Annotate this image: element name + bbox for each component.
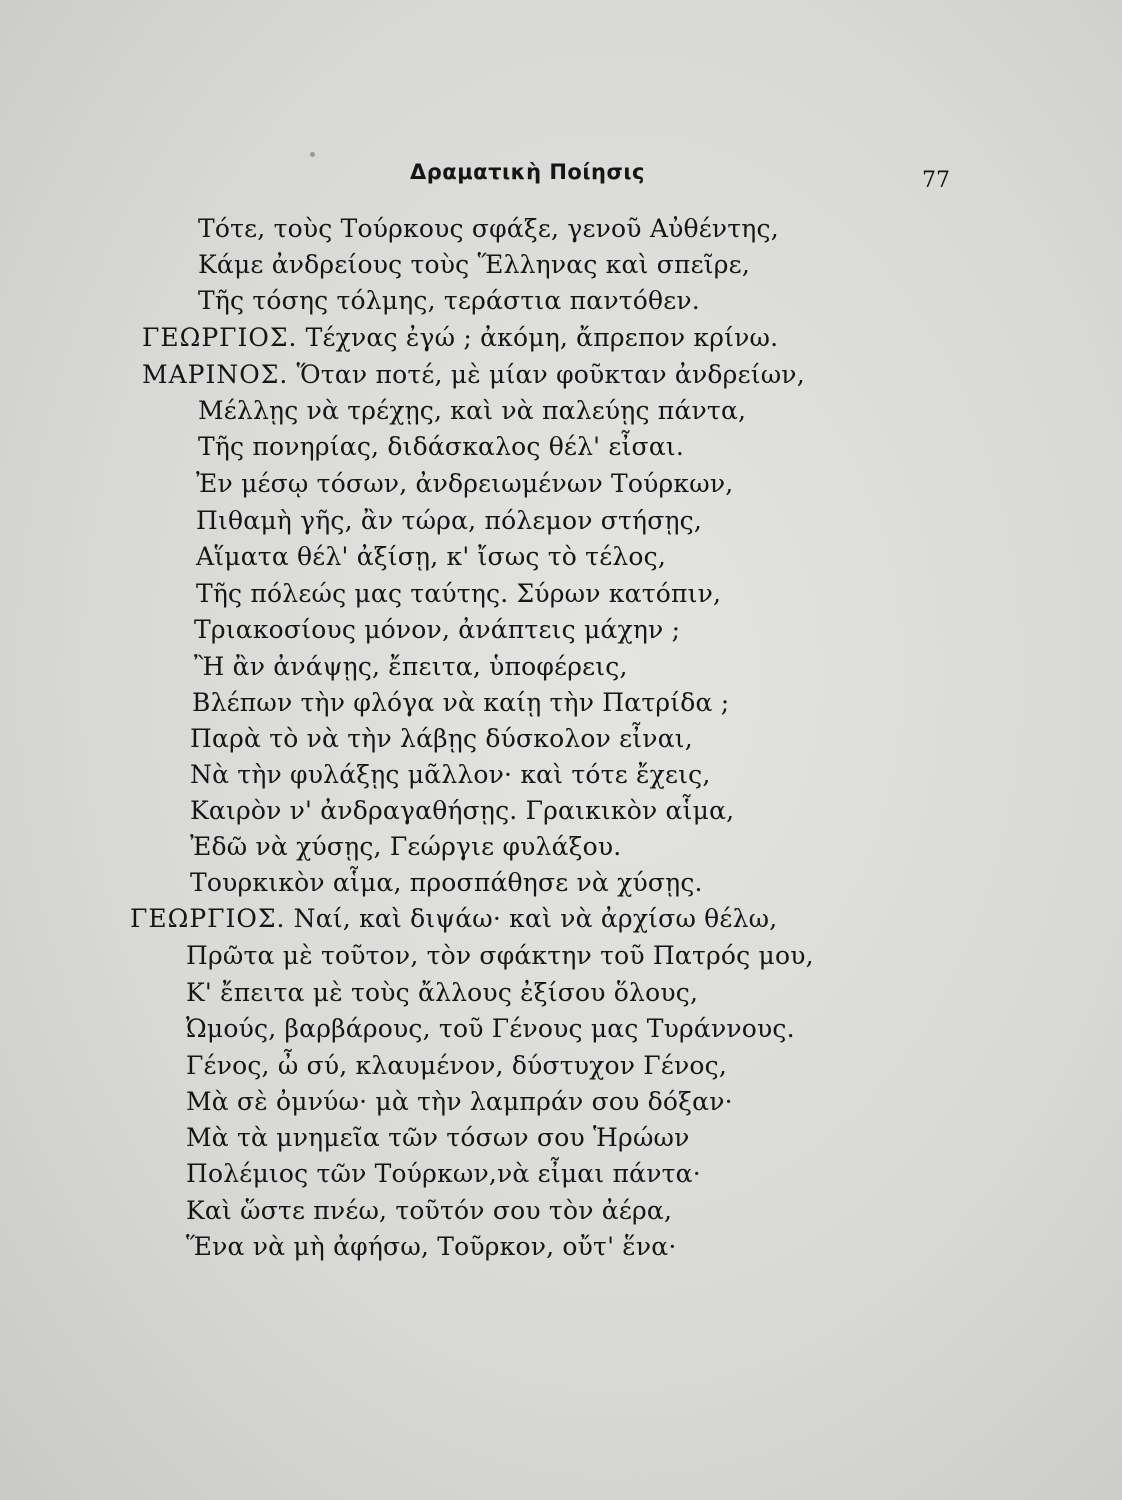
line-text: Ἕνα νὰ μὴ ἀφήσω, Τοῦρκον, οὔτ' ἕνα· — [186, 1232, 677, 1261]
line-text: Ναί, καὶ διψάω· καὶ νὰ ἀρχίσω θέλω, — [293, 904, 778, 933]
verse-line — [186, 1051, 727, 1081]
verse-line — [196, 542, 666, 572]
verse-line — [198, 250, 750, 280]
verse-line — [190, 796, 734, 826]
line-text: Αἵματα θέλ' ἀξίσῃ, κ' ἴσως τὸ τέλος, — [196, 542, 667, 571]
line-text: Κάμε ἀνδρείους τοὺς Ἕλληνας καὶ σπεῖρε, — [198, 250, 750, 279]
line-text: Μὰ σὲ ὀμνύω· μὰ τὴν λαμπράν σου δόξαν· — [186, 1087, 733, 1116]
line-text: Καιρὸν ν' ἀνδραγαθήσῃς. Γραικικὸν αἷμα, — [190, 796, 735, 825]
verse-line — [186, 941, 814, 971]
line-text: Τότε, τοὺς Τούρκους σφάξε, γενοῦ Αὐθέντης, — [198, 214, 779, 243]
verse-line — [186, 1087, 733, 1117]
line-text: Βλέπων τὴν φλόγα νὰ καίῃ τὴν Πατρίδα ; — [192, 688, 730, 717]
line-text: Πολέμιος τῶν Τούρκων,νὰ εἶμαι πάντα· — [186, 1159, 701, 1188]
verse-line — [190, 760, 710, 790]
speaker-name: ΓΕΩΡΓΙΟΣ. — [130, 904, 286, 933]
line-text: Ἢ ἂν ἀνάψῃς, ἔπειτα, ὑποφέρεις, — [194, 652, 628, 681]
line-text: Τῆς πόλεώς μας ταύτης. Σύρων κατόπιν, — [196, 579, 722, 608]
line-text: Ἐδῶ νὰ χύσῃς, Γεώργιε φυλάξου. — [190, 832, 622, 861]
line-text: Ὠμούς, βαρβάρους, τοῦ Γένους μας Τυράννους. — [186, 1014, 795, 1043]
verse-line — [142, 360, 805, 390]
running-head: Δραματικὴ Ποίησις — [410, 160, 645, 184]
line-text: Νὰ τὴν φυλάξῃς μᾶλλον· καὶ τότε ἔχεις, — [190, 760, 711, 789]
verse-line — [186, 978, 698, 1008]
paper-speck — [310, 152, 315, 157]
line-text: Μὰ τὰ μνημεῖα τῶν τόσων σου Ἡρώων — [186, 1123, 690, 1152]
line-text: Ὅταν ποτέ, μὲ μίαν φοῦκταν ἀνδρείων, — [296, 360, 805, 389]
line-text: Μέλλῃς νὰ τρέχῃς, καὶ νὰ παλεύῃς πάντα, — [198, 396, 747, 425]
speaker-name: ΓΕΩΡΓΙΟΣ. — [142, 323, 298, 352]
verse-line — [190, 868, 703, 898]
verse-line — [198, 432, 684, 462]
verse-line — [198, 286, 700, 316]
verse-line — [198, 214, 779, 244]
verse-line — [196, 469, 733, 499]
line-text: Τῆς τόσης τόλμης, τεράστια παντόθεν. — [198, 286, 700, 315]
line-text: Τουρκικὸν αἷμα, προσπάθησε νὰ χύσῃς. — [190, 868, 703, 897]
line-text: Τέχνας ἐγώ ; ἀκόμη, ἄπρεπον κρίνω. — [305, 323, 779, 352]
line-text: Κ' ἔπειτα μὲ τοὺς ἄλλους ἐξίσου ὅλους, — [186, 978, 699, 1007]
verse-line — [196, 579, 721, 609]
line-text: Καὶ ὥστε πνέω, τοῦτόν σου τὸν ἀέρα, — [186, 1196, 673, 1225]
line-text: Παρὰ τὸ νὰ τὴν λάβῃς δύσκολον εἶναι, — [190, 724, 693, 753]
line-text: Πρῶτα μὲ τοῦτον, τὸν σφάκτην τοῦ Πατρός μου, — [186, 941, 814, 970]
verse-line — [194, 652, 628, 682]
line-text: Τριακοσίους μόνον, ἀνάπτεις μάχην ; — [194, 615, 681, 644]
line-text: Ἐν μέσῳ τόσων, ἀνδρειωμένων Τούρκων, — [196, 469, 734, 498]
verse-line — [194, 615, 680, 645]
verse-line — [190, 832, 621, 862]
verse-line — [186, 1159, 701, 1189]
verse-line — [186, 1014, 795, 1044]
page-header — [0, 160, 1122, 193]
verse-line — [192, 688, 729, 718]
line-text: Γένος, ὦ σύ, κλαυμένον, δύστυχον Γένος, — [186, 1051, 728, 1080]
verse-line — [186, 1196, 672, 1226]
line-text: Πιθαμὴ γῆς, ἂν τώρα, πόλεμον στήσῃς, — [196, 506, 703, 535]
page-number: 77 — [922, 168, 950, 193]
verse-line — [196, 506, 702, 536]
speaker-name: ΜΑΡΙΝΟΣ. — [142, 360, 289, 389]
verse-line — [186, 1232, 677, 1262]
line-text: Τῆς πονηρίας, διδάσκαλος θέλ' εἶσαι. — [198, 432, 685, 461]
verse-line — [198, 396, 746, 426]
verse-line — [190, 724, 693, 754]
verse-line — [130, 904, 777, 934]
verse-line — [142, 323, 778, 353]
verse-line — [186, 1123, 690, 1153]
